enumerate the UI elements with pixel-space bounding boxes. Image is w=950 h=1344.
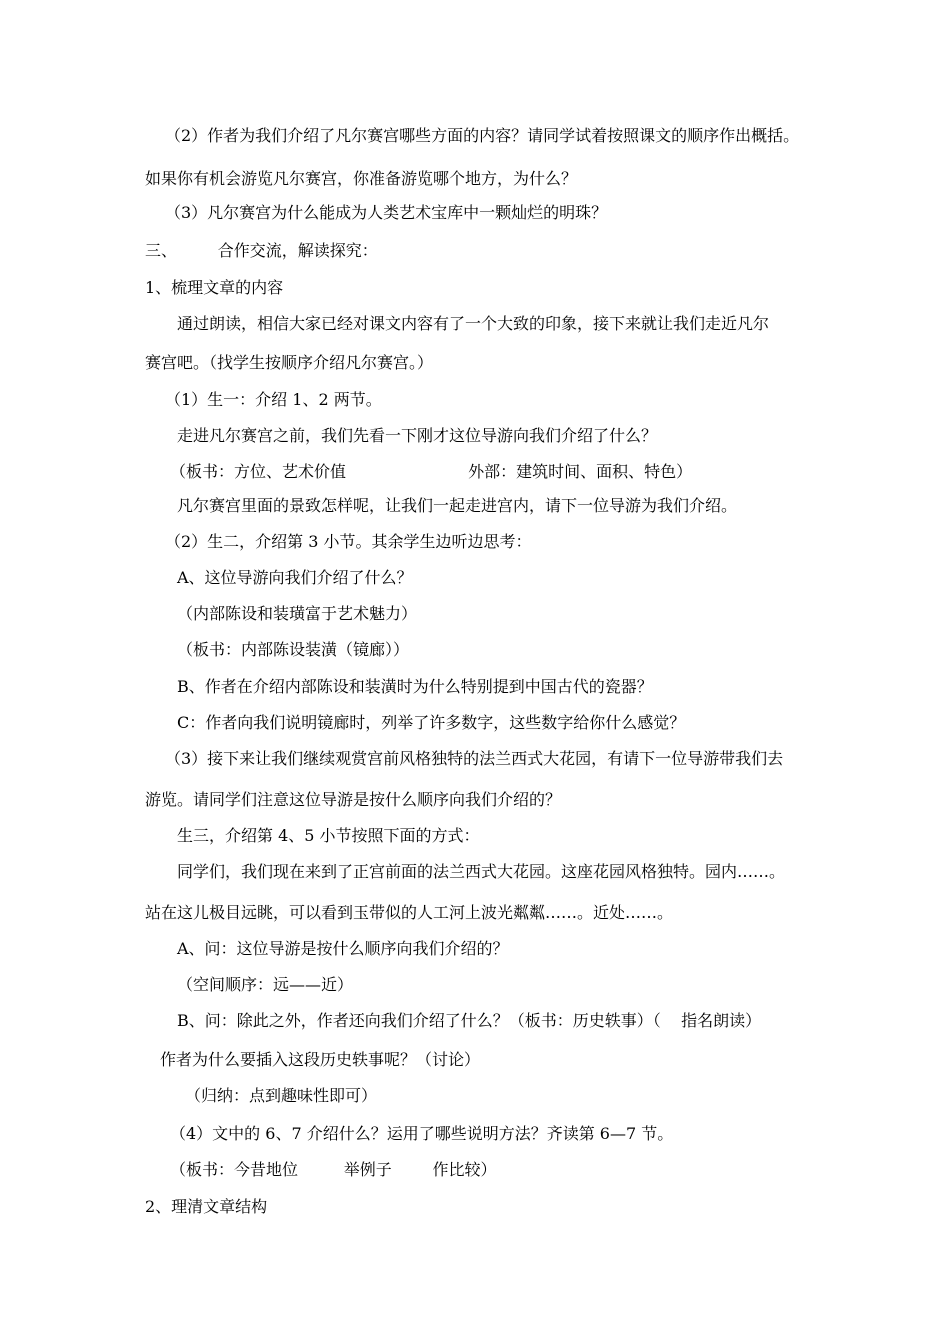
text-line-29: （板书：今昔地位 举例子 作比较） [170,1160,497,1179]
text-line-16: B、作者在介绍内部陈设和装潢时为什么特别提到中国古代的瓷器？ [177,677,653,696]
subheading-2: 2、理清文章结构 [145,1197,268,1216]
text-line-23: A、问：这位导游是按什么顺序向我们介绍的？ [177,939,509,958]
text-line-17: C：作者向我们说明镜廊时，列举了许多数字，这些数字给你什么感觉？ [177,713,686,732]
text-line-24: （空间顺序：远——近） [177,975,354,994]
text-line-9: 走进凡尔赛宫之前，我们先看一下刚才这位导游向我们介绍了什么？ [177,426,658,445]
text-line-10: （板书：方位、艺术价值 外部：建筑时间、面积、特色） [170,462,693,481]
text-line-3: （3）凡尔赛宫为什么能成为人类艺术宝库中一颗灿烂的明珠？ [165,203,608,222]
text-line-11: 凡尔赛宫里面的景致怎样呢，让我们一起走进宫内，请下一位导游为我们介绍。 [177,496,738,515]
text-line-1: （2）作者为我们介绍了凡尔赛宫哪些方面的内容？请同学试着按照课文的顺序作出概括。 [165,126,800,145]
text-line-2: 如果你有机会游览凡尔赛宫，你准备游览哪个地方，为什么？ [145,169,578,188]
subheading-1: 1、梳理文章的内容 [145,278,284,297]
text-line-25: B、问：除此之外，作者还向我们介绍了什么？（板书：历史轶事）（ 指名朗读） [177,1011,762,1030]
text-line-27: （归纳：点到趣味性即可） [185,1086,378,1105]
text-line-7: 赛宫吧。（找学生按顺序介绍凡尔赛宫。） [145,353,434,372]
text-line-18: （3）接下来让我们继续观赏宫前风格独特的法兰西式大花园，有请下一位导游带我们去 [165,749,784,768]
text-line-8: （1）生一：介绍 1、2 两节。 [165,390,382,409]
text-line-28: （4）文中的 6、7 介绍什么？运用了哪些说明方法？齐读第 6—7 节。 [170,1124,674,1143]
text-line-14: （内部陈设和装璜富于艺术魅力） [177,604,418,623]
text-line-20: 生三，介绍第 4、5 小节按照下面的方式： [177,826,480,845]
text-line-19: 游览。请同学们注意这位导游是按什么顺序向我们介绍的？ [145,790,562,809]
text-line-13: A、这位导游向我们介绍了什么？ [177,568,413,587]
text-line-15: （板书：内部陈设装潢（镜廊）） [177,640,410,659]
text-line-12: （2）生二，介绍第 3 小节。其余学生边听边思考： [165,532,532,551]
section-heading-3: 三、 合作交流，解读探究： [145,241,378,260]
text-line-21: 同学们，我们现在来到了正宫前面的法兰西式大花园。这座花园风格独特。园内……。 [177,862,786,881]
text-line-22: 站在这儿极目远眺，可以看到玉带似的人工河上波光粼粼……。近处……。 [145,903,674,922]
text-line-6: 通过朗读，相信大家已经对课文内容有了一个大致的印象，接下来就让我们走近凡尔 [177,314,770,333]
text-line-26: 作者为什么要插入这段历史轶事呢？（讨论） [160,1050,481,1069]
